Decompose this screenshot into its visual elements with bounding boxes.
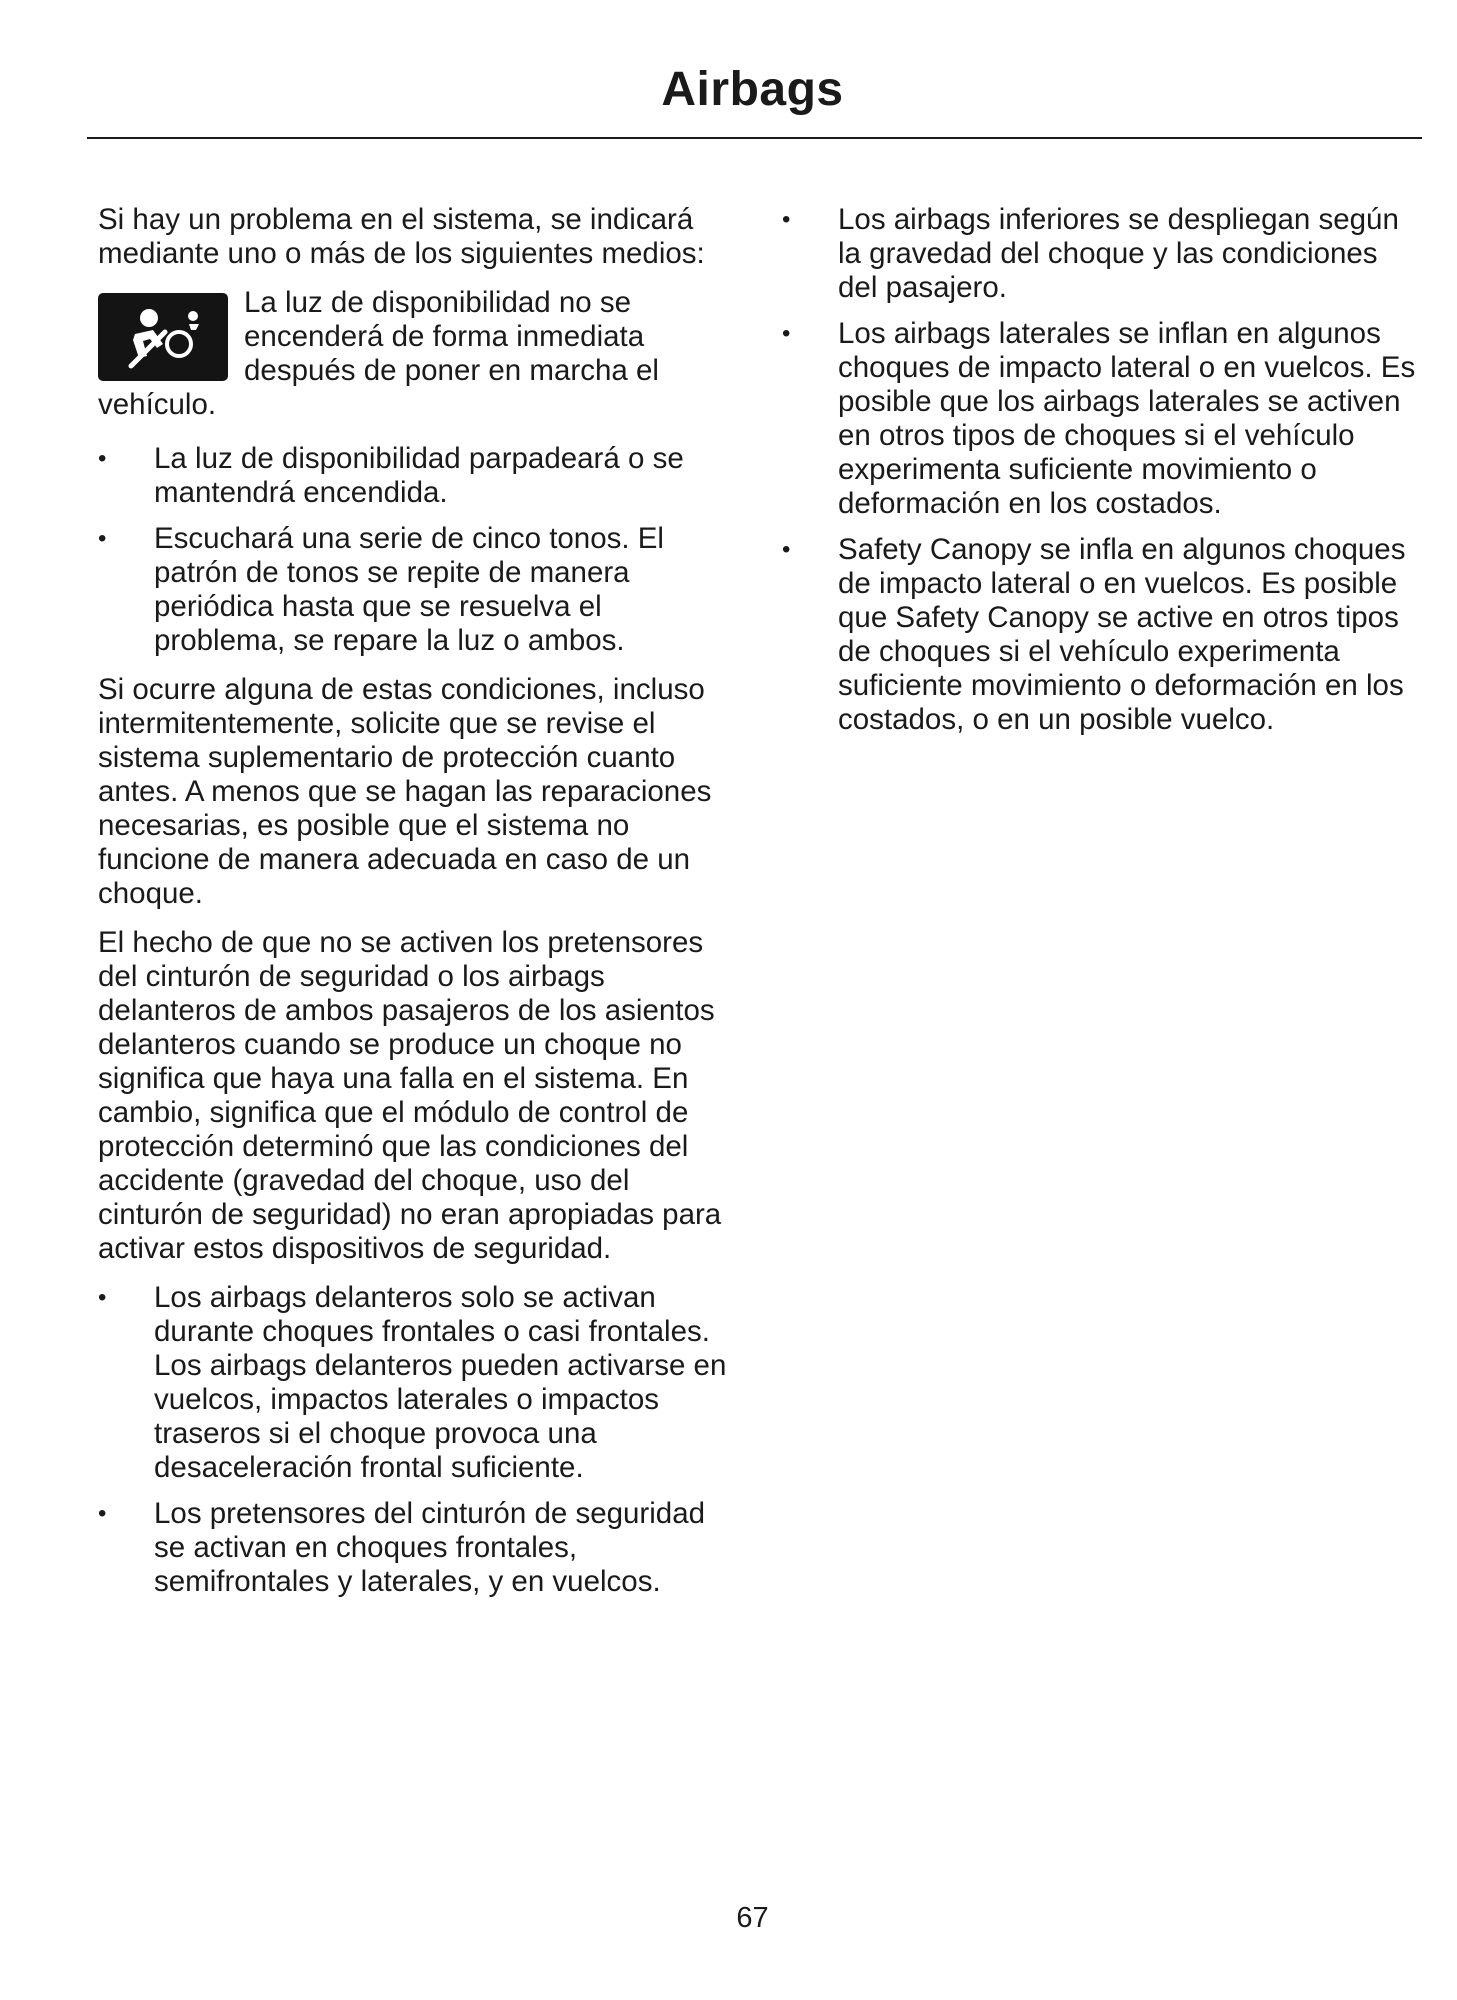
list-item: [98, 1497, 728, 1599]
list-item: [98, 522, 728, 658]
list-item: [98, 442, 728, 510]
left-column: [98, 203, 728, 1614]
airbag-warning-icon-graphic: [113, 300, 213, 374]
list-item: [782, 203, 1422, 305]
warning-light-text: La luz de disponibilidad no se encenderá de forma inmediata después de poner en marcha el vehículo.: [98, 286, 659, 421]
deployment-paragraph: El hecho de que no se activen los pretensores del cinturón de seguridad o los airbags delanteros de ambos pasajeros de los asientos delanteros cuando se produce un choque no significa que haya una falla en el sistema. En cambio, significa que el módulo de control de protección determinó que las condiciones del accidente (gravedad del choque, uso del cinturón de seguridad) no eran apropiadas para activar estos dispositivos de seguridad.: [98, 926, 722, 1265]
list-item-text: Los airbags inferiores se despliegan según la gravedad del choque y las condiciones del pasajero.: [838, 203, 1399, 304]
list-item-text: La luz de disponibilidad parpadeará o se mantendrá encendida.: [154, 442, 684, 509]
bullet-icon: •: [782, 320, 791, 347]
service-paragraph: Si ocurre alguna de estas condiciones, incluso intermitentemente, solicite que se revise el sistema suplementario de protección cuanto antes. A menos que se hagan las reparaciones necesarias, es posible que el sistema no funcione de manera adecuada en caso de un choque.: [98, 673, 712, 910]
title-divider: [87, 137, 1422, 139]
activation-list: [98, 1281, 728, 1599]
symptom-list: [98, 442, 728, 658]
airbag-warning-icon: [98, 293, 228, 381]
list-item-text: Los airbags laterales se inflan en algunos choques de impacto lateral o en vuelcos. Es posible que los airbags laterales se activen en otros tipos de choques si el vehículo experimenta suficiente movimiento o deformación en los costados.: [838, 317, 1416, 520]
bullet-icon: •: [782, 206, 791, 233]
right-column: [782, 203, 1422, 752]
bullet-icon: •: [782, 536, 791, 563]
list-item-text: Escuchará una serie de cinco tonos. El patrón de tonos se repite de manera periódica hasta que se resuelva el problema, se repare la luz o ambos.: [154, 522, 664, 657]
list-item: [782, 533, 1422, 737]
list-item-text: Safety Canopy se infla en algunos choques de impacto lateral o en vuelcos. Es posible que Safety Canopy se active en otros tipos de choques si el vehículo experimenta suficiente movimiento o deformación en los costados, o en un posible vuelco.: [838, 533, 1406, 736]
page-title: Airbags: [661, 63, 844, 116]
page-number: 67: [736, 1902, 769, 1934]
list-item-text: Los pretensores del cinturón de seguridad se activan en choques frontales, semifrontales y laterales, y en vuelcos.: [154, 1497, 706, 1598]
bullet-icon: •: [98, 445, 107, 472]
bullet-icon: •: [98, 525, 107, 552]
list-item: [782, 317, 1422, 521]
airbag-types-list: [782, 203, 1422, 737]
bullet-icon: •: [98, 1500, 107, 1527]
bullet-icon: •: [98, 1284, 107, 1311]
list-item: [98, 1281, 728, 1485]
list-item-text: Los airbags delanteros solo se activan durante choques frontales o casi frontales. Los airbags delanteros pueden activarse en vuelcos, impactos laterales o impactos traseros si el choque provoca una desaceleración frontal suficiente.: [154, 1281, 727, 1484]
intro-paragraph: Si hay un problema en el sistema, se indicará mediante uno o más de los siguientes medios:: [98, 203, 705, 270]
warning-light-block: [98, 286, 728, 422]
